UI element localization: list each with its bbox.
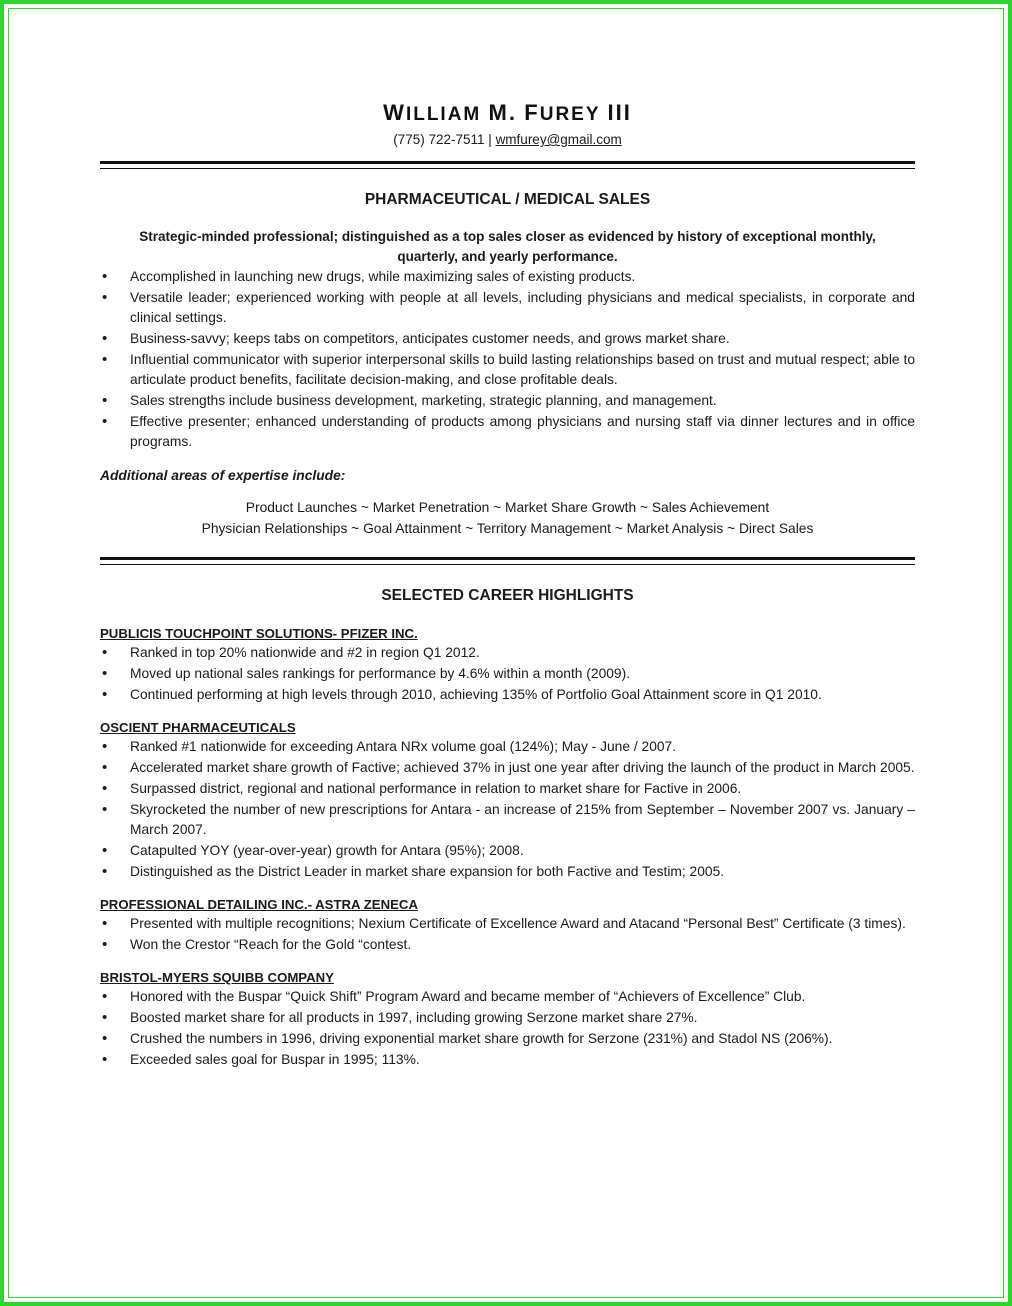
- company-bullet-list: [100, 914, 915, 955]
- name-first-rest: ILLIAM: [405, 104, 482, 125]
- profile-bullet: • Accomplished in launching new drugs, while maximizing sales of existing products.: [100, 267, 915, 287]
- career-bullet: • Honored with the Buspar “Quick Shift” Program Award and became member of “Achievers of Excellence” Club.: [100, 987, 915, 1007]
- career-bullet: • Skyrocketed the number of new prescriptions for Antara - an increase of 215% from September – November 2007 vs. January – March 2007.: [100, 800, 915, 840]
- career-bullet: • Exceeded sales goal for Buspar in 1995; 113%.: [100, 1050, 915, 1070]
- header-divider: [100, 161, 915, 169]
- profile-bullet: • Business-savvy; keeps tabs on competitors, anticipates customer needs, and grows market share.: [100, 329, 915, 349]
- profile-bullet: • Effective presenter; enhanced understanding of products among physicians and nursing staff via dinner lectures and in office programs.: [100, 412, 915, 452]
- profile-title: PHARMACEUTICAL / MEDICAL SALES: [364, 191, 651, 208]
- profile-bullet: • Sales strengths include business development, marketing, strategic planning, and management.: [100, 391, 915, 411]
- expertise-line-2: Physician Relationships ~ Goal Attainment ~ Territory Management ~ Market Analysis ~ Direct Sales: [201, 521, 814, 536]
- additional-expertise-label: Additional areas of expertise include:: [100, 468, 346, 483]
- profile-summary: Strategic-minded professional; distinguished as a top sales closer as evidenced by history of exceptional monthly, quarterly, and yearly performance.: [139, 229, 876, 264]
- resume-page: [100, 100, 915, 1071]
- name-suffix: III: [607, 100, 632, 125]
- career-bullet: • Ranked #1 nationwide for exceeding Antara NRx volume goal (124%); May - June / 2007.: [100, 737, 915, 757]
- contact-separator: |: [488, 132, 492, 147]
- name-last-initial: F: [524, 100, 540, 125]
- name-first-initial: W: [383, 100, 406, 125]
- career-bullet: • Boosted market share for all products in 1997, including growing Serzone market share 27%.: [100, 1008, 915, 1028]
- career-bullet: • Won the Crestor “Reach for the Gold “contest.: [100, 935, 915, 955]
- career-bullet: • Moved up national sales rankings for performance by 4.6% within a month (2009).: [100, 664, 915, 684]
- career-bullet: • Crushed the numbers in 1996, driving exponential market share growth for Serzone (231%) and Stadol NS (206%).: [100, 1029, 915, 1049]
- section-divider: [100, 557, 915, 565]
- company-name: BRISTOL-MYERS SQUIBB COMPANY: [100, 970, 334, 985]
- career-bullet: • Ranked in top 20% nationwide and #2 in region Q1 2012.: [100, 643, 915, 663]
- contact-line: [100, 132, 915, 147]
- name-middle: M.: [488, 100, 517, 125]
- company-name: OSCIENT PHARMACEUTICALS: [100, 720, 296, 735]
- career-bullet: • Continued performing at high levels through 2010, achieving 135% of Portfolio Goal Attainment score in Q1 2010.: [100, 685, 915, 705]
- profile-bullet: • Influential communicator with superior interpersonal skills to build lasting relationships based on trust and mutual respect; able to articulate product benefits, facilitate decision-making, and close profitable deals.: [100, 350, 915, 390]
- career-bullet: • Presented with multiple recognitions; Nexium Certificate of Excellence Award and Atacand “Personal Best” Certificate (3 times).: [100, 914, 915, 934]
- company-name: PROFESSIONAL DETAILING INC.- ASTRA ZENECA: [100, 897, 418, 912]
- profile-bullet: • Versatile leader; experienced working with people at all levels, including physicians and medical specialists, in corporate and clinical settings.: [100, 288, 915, 328]
- company-bullet-list: [100, 737, 915, 882]
- phone-number: (775) 722-7511: [393, 132, 485, 147]
- company-name: PUBLICIS TOUCHPOINT SOLUTIONS- PFIZER INC.: [100, 626, 418, 641]
- career-bullet: • Accelerated market share growth of Factive; achieved 37% in just one year after driving the launch of the product in March 2005.: [100, 758, 915, 778]
- name-last-rest: UREY: [539, 104, 601, 125]
- company-bullet-list: [100, 643, 915, 705]
- career-bullet: • Catapulted YOY (year-over-year) growth for Antara (95%); 2008.: [100, 841, 915, 861]
- career-title: SELECTED CAREER HIGHLIGHTS: [381, 587, 634, 604]
- career-companies: [100, 625, 915, 1070]
- expertise-block: [100, 497, 915, 539]
- career-bullet: • Distinguished as the District Leader in market share expansion for both Factive and Testim; 2005.: [100, 862, 915, 882]
- resume-name: [100, 100, 915, 126]
- email-link[interactable]: wmfurey@gmail.com: [495, 132, 622, 147]
- expertise-line-1: Product Launches ~ Market Penetration ~ Market Share Growth ~ Sales Achievement: [245, 500, 770, 515]
- company-bullet-list: [100, 987, 915, 1070]
- profile-bullet-list: [100, 267, 915, 452]
- career-bullet: • Surpassed district, regional and national performance in relation to market share for Factive in 2006.: [100, 779, 915, 799]
